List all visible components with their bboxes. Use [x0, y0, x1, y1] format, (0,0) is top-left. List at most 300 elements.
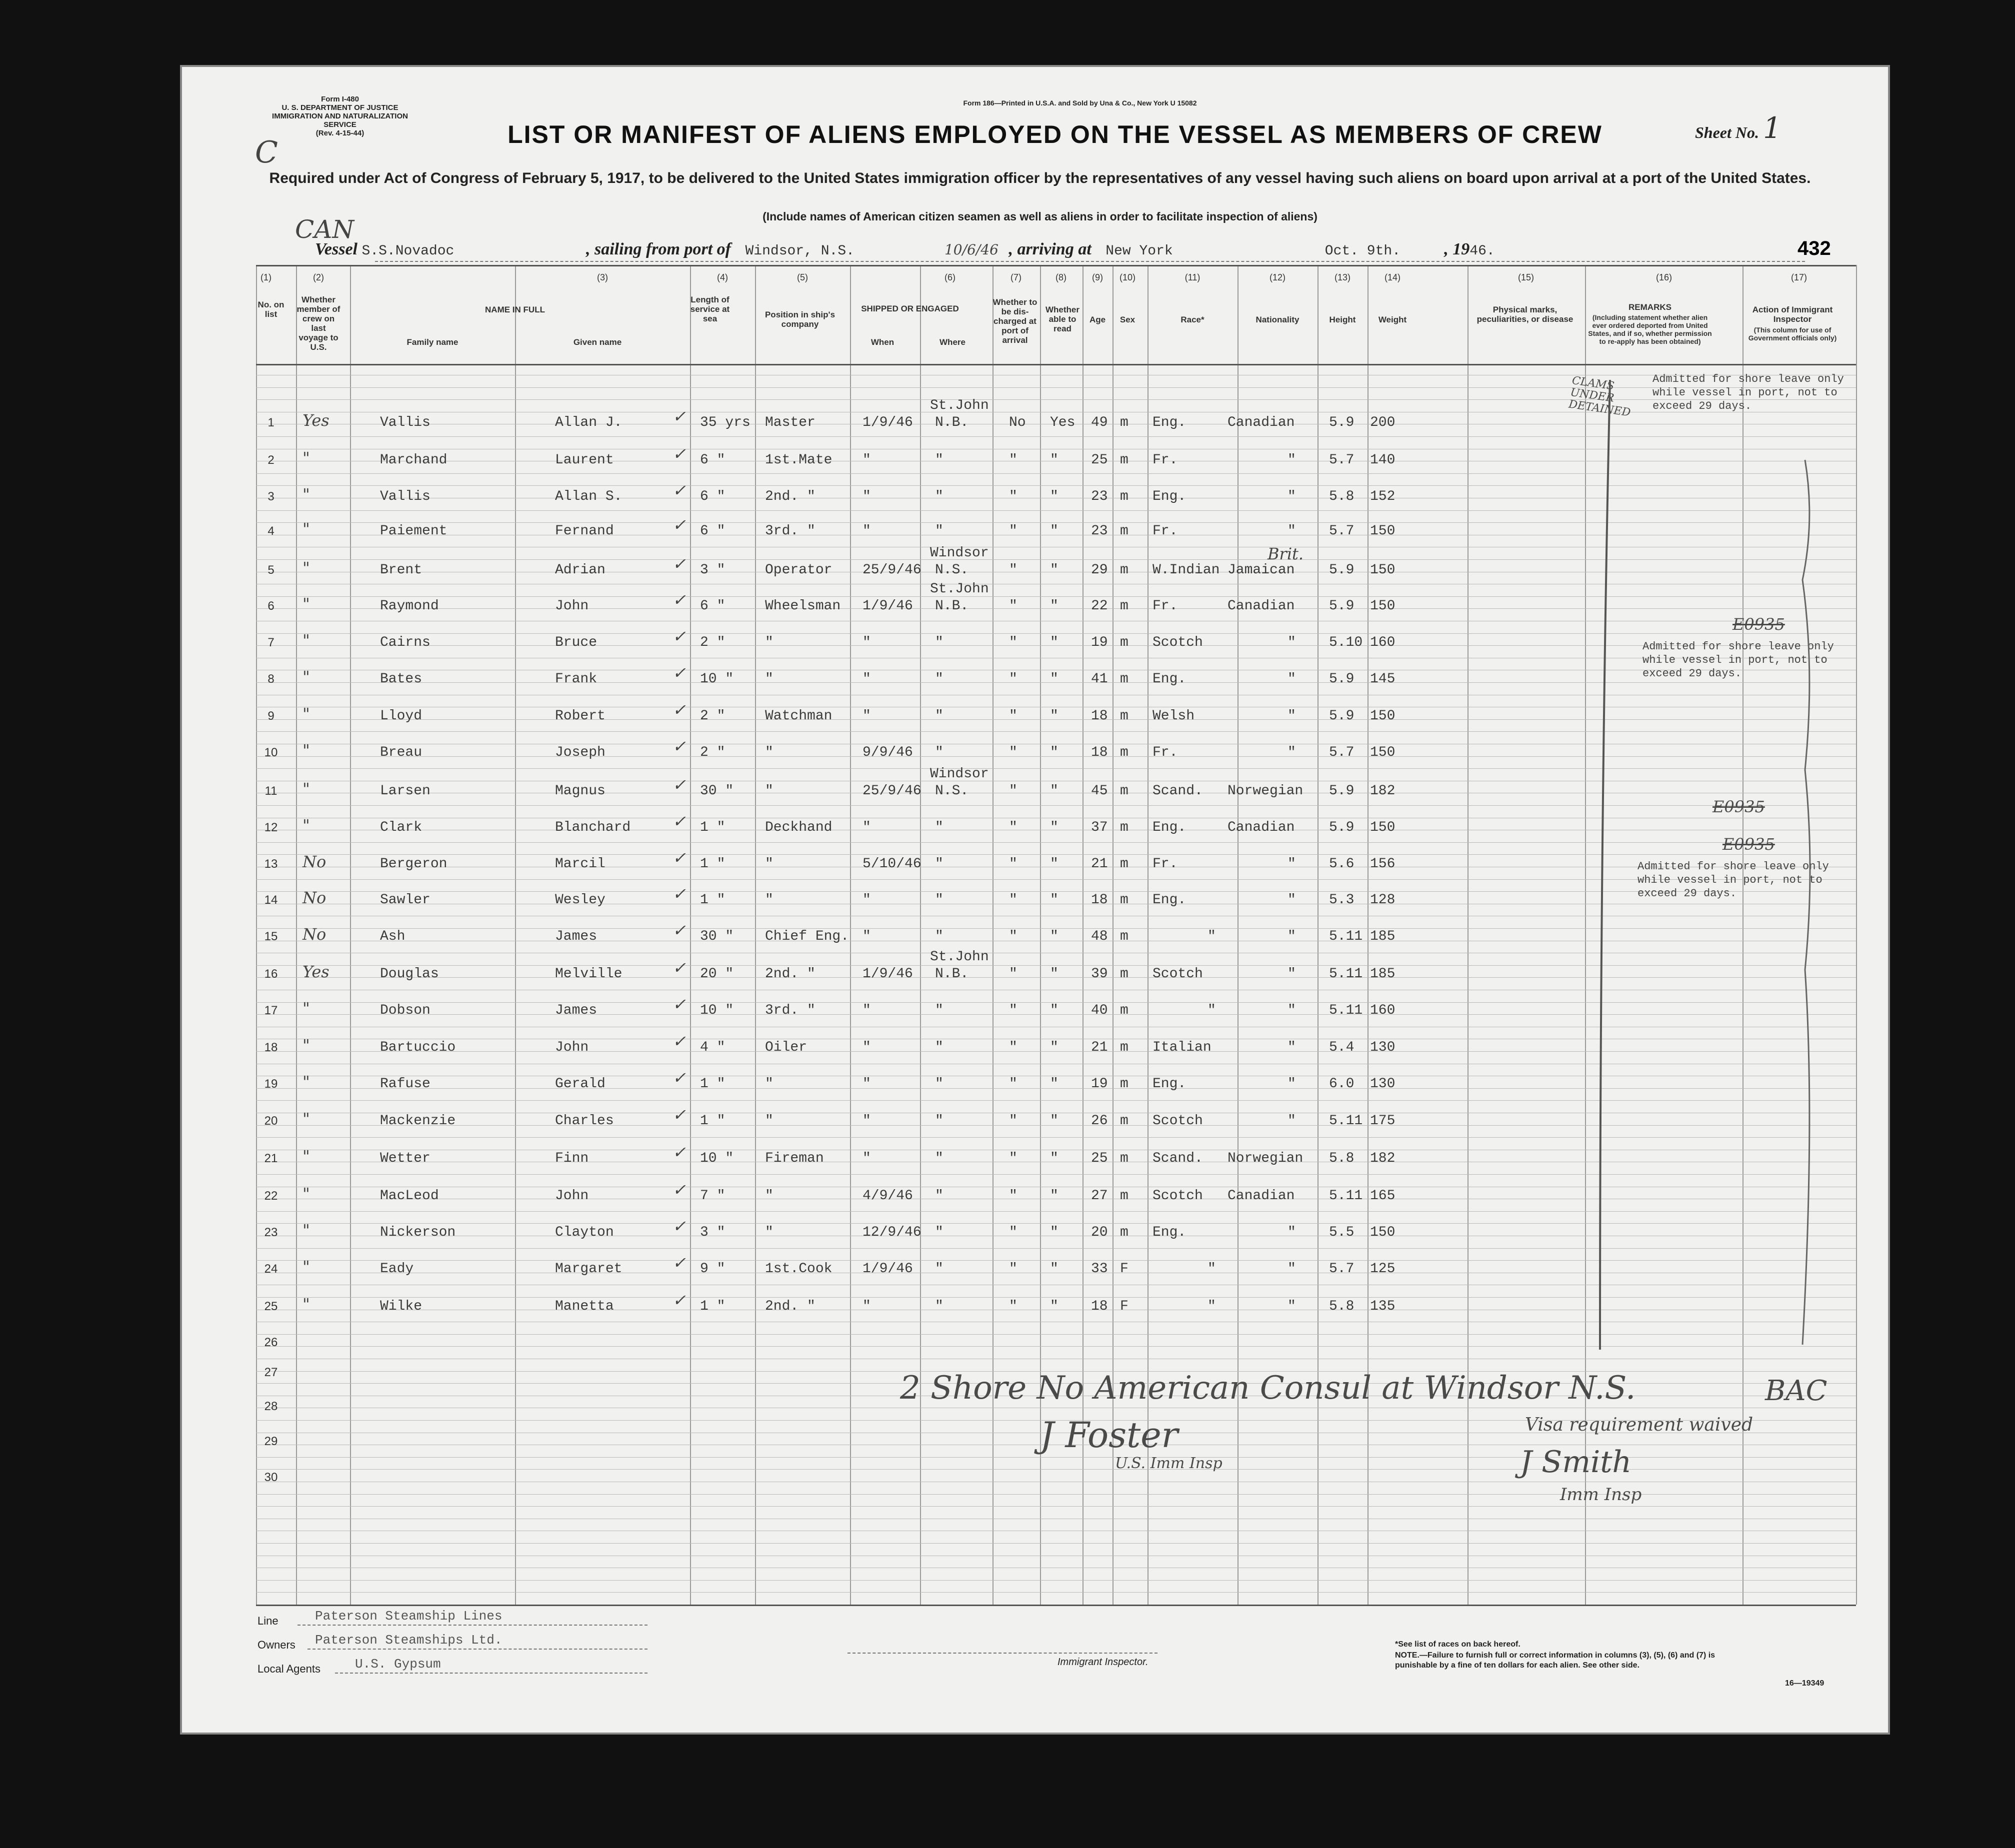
discharged: " — [1009, 671, 1018, 687]
row-number: 1 — [268, 416, 274, 429]
family-name: Rafuse — [380, 1076, 430, 1092]
age: 19 — [1091, 635, 1108, 650]
arrival-year: 46. — [1470, 243, 1495, 259]
nationality: " — [1288, 671, 1296, 687]
given-name: Joseph — [555, 745, 606, 760]
second-signature-title: Imm Insp — [1560, 1485, 1642, 1505]
column-number: (17) — [1790, 272, 1807, 282]
service-length: 1 " — [700, 892, 726, 908]
weight: 156 — [1370, 856, 1396, 872]
header-action: Action of Immigrant Inspector — [1752, 305, 1833, 324]
discharged: " — [1009, 1003, 1018, 1018]
member-flag: " — [302, 999, 310, 1018]
service-length: 30 " — [700, 929, 734, 944]
height: 5.7 — [1329, 523, 1354, 539]
check-mark: ✓ — [672, 737, 686, 756]
height: 6.0 — [1329, 1076, 1354, 1092]
struck-stamp: E0935 — [1712, 797, 1765, 816]
position: " — [765, 1188, 774, 1204]
position: 1st.Mate — [765, 452, 832, 468]
height: 5.4 — [1329, 1040, 1354, 1055]
check-mark: ✓ — [672, 700, 686, 719]
able-to-read: " — [1050, 635, 1058, 650]
column-number: (11) — [1184, 272, 1200, 282]
given-name: Melville — [555, 966, 622, 982]
discharged: " — [1009, 929, 1018, 944]
sex: m — [1120, 671, 1128, 687]
race: Scand. — [1152, 783, 1203, 799]
check-mark: ✓ — [672, 663, 686, 682]
position: " — [765, 783, 774, 799]
discharged: " — [1009, 783, 1018, 799]
service-length: 1 " — [700, 1113, 726, 1129]
member-flag: No — [302, 852, 326, 871]
height: 5.5 — [1329, 1225, 1354, 1240]
discharged: " — [1009, 745, 1018, 760]
service-length: 7 " — [700, 1188, 726, 1204]
nationality: Canadian — [1228, 1188, 1295, 1204]
shipped-where: " — [935, 489, 944, 504]
admitted-note: Admitted for shore leave only while vessel in port, not to exceed 29 days. — [1638, 860, 1829, 900]
weight: 150 — [1370, 598, 1396, 614]
line-label: Line — [258, 1615, 278, 1627]
shipped-when: " — [862, 1113, 871, 1129]
check-mark: ✓ — [672, 627, 686, 646]
sex: F — [1120, 1299, 1128, 1314]
position: " — [765, 1113, 774, 1129]
service-length: 2 " — [700, 745, 726, 760]
check-mark: ✓ — [672, 1217, 686, 1236]
sex: m — [1120, 1113, 1128, 1129]
height: 5.8 — [1329, 1151, 1354, 1166]
sex: m — [1120, 1151, 1128, 1166]
page-title: LIST OR MANIFEST OF ALIENS EMPLOYED ON THE VESSEL AS MEMBERS OF CREW — [508, 120, 1602, 148]
revision-date: (Rev. 4-15-44) — [316, 129, 364, 137]
owners-underline — [308, 1649, 648, 1650]
sex: m — [1120, 415, 1128, 430]
member-flag: " — [302, 1147, 310, 1166]
age: 45 — [1091, 783, 1108, 799]
position: Oiler — [765, 1040, 808, 1055]
check-mark: ✓ — [672, 444, 686, 463]
age: 18 — [1091, 745, 1108, 760]
nationality: " — [1288, 1003, 1296, 1018]
nationality: " — [1288, 745, 1296, 760]
service-length: 20 " — [700, 966, 734, 982]
position: Operator — [765, 562, 832, 578]
shipped-where: N.S. — [935, 783, 969, 799]
age: 23 — [1091, 523, 1108, 539]
discharged: " — [1009, 1225, 1018, 1240]
discharged: " — [1009, 966, 1018, 982]
position: " — [765, 856, 774, 872]
column-number: (9) — [1092, 272, 1103, 282]
row-number: 11 — [264, 784, 278, 798]
age: 27 — [1091, 1188, 1108, 1204]
family-name: Vallis — [380, 415, 430, 430]
shipped-when: " — [862, 1151, 871, 1166]
sex: F — [1120, 1261, 1128, 1277]
age: 25 — [1091, 1151, 1108, 1166]
column-number: (1) — [260, 272, 272, 282]
member-flag: " — [302, 1295, 310, 1314]
header-shipped: SHIPPED OR ENGAGED — [861, 304, 959, 313]
able-to-read: " — [1050, 598, 1058, 614]
header-given: Given name — [573, 337, 622, 347]
able-to-read: " — [1050, 452, 1058, 468]
position: " — [765, 745, 774, 760]
row-number: 18 — [264, 1041, 278, 1054]
shipped-where: " — [935, 671, 944, 687]
header-family: Family name — [406, 337, 458, 347]
check-mark: ✓ — [672, 921, 686, 940]
row-number: 12 — [264, 821, 278, 834]
header-nationality: Nationality — [1256, 315, 1300, 324]
race: Eng. — [1152, 489, 1186, 504]
member-flag: " — [302, 1221, 310, 1240]
column-rule — [755, 265, 756, 1605]
position: " — [765, 671, 774, 687]
discharged: " — [1009, 1076, 1018, 1092]
header-age: Age — [1089, 315, 1106, 324]
weight: 152 — [1370, 489, 1396, 504]
shipped-where-place: St.John — [930, 581, 989, 597]
discharged: " — [1009, 1188, 1018, 1204]
manifest-page — [180, 65, 1890, 1735]
ruled-line — [256, 1543, 1856, 1544]
member-flag: " — [302, 631, 310, 650]
race: Fr. — [1152, 598, 1178, 614]
column-number: (5) — [797, 272, 808, 282]
sheet-label: Sheet No. — [1695, 123, 1759, 141]
row-number: 19 — [264, 1077, 278, 1091]
service-length: 6 " — [700, 523, 726, 539]
position: Chief Eng. — [765, 929, 850, 944]
height: 5.3 — [1329, 892, 1354, 908]
check-mark: ✓ — [672, 848, 686, 867]
race: Welsh — [1152, 708, 1195, 724]
row-number: 25 — [264, 1300, 278, 1313]
row-number: 29 — [264, 1435, 278, 1448]
member-flag: " — [302, 1257, 310, 1276]
member-flag: " — [302, 1036, 310, 1055]
nationality: " — [1288, 892, 1296, 908]
given-name: Blanchard — [555, 820, 631, 835]
shipped-when: " — [862, 523, 871, 539]
discharged: " — [1009, 635, 1018, 650]
given-name: Charles — [555, 1113, 614, 1129]
shipped-where: " — [935, 1261, 944, 1277]
header-physical: Physical marks, peculiarities, or disease — [1476, 305, 1574, 324]
shipped-where: " — [935, 856, 944, 872]
family-name: Sawler — [380, 892, 430, 908]
shipped-where: " — [935, 745, 944, 760]
position: 3rd. " — [765, 1003, 816, 1018]
column-number: (6) — [944, 272, 956, 282]
service-length: 9 " — [700, 1261, 726, 1277]
nationality: " — [1288, 1261, 1296, 1277]
discharged: " — [1009, 452, 1018, 468]
age: 20 — [1091, 1225, 1108, 1240]
sex: m — [1120, 1225, 1128, 1240]
given-name: Marcil — [555, 856, 606, 872]
check-mark: ✓ — [672, 515, 686, 534]
races-note: *See list of races on back hereof. — [1395, 1640, 1520, 1649]
header-where: Where — [940, 337, 966, 347]
able-to-read: " — [1050, 671, 1058, 687]
member-flag: " — [302, 485, 310, 504]
family-name: Douglas — [380, 966, 439, 982]
weight: 130 — [1370, 1040, 1396, 1055]
sex: m — [1120, 1076, 1128, 1092]
check-mark: ✓ — [672, 1253, 686, 1272]
handwritten-c: C — [255, 135, 278, 170]
able-to-read: " — [1050, 1076, 1058, 1092]
struck-stamp: E0935 — [1722, 835, 1775, 854]
inspector-label: Immigrant Inspector. — [1058, 1657, 1148, 1668]
row-number: 8 — [268, 672, 274, 686]
row-number: 26 — [264, 1336, 278, 1349]
column-number: (16) — [1656, 272, 1672, 282]
position: Deckhand — [765, 820, 832, 835]
column-number: (13) — [1334, 272, 1350, 282]
service-length: 6 " — [700, 452, 726, 468]
check-mark: ✓ — [672, 995, 686, 1014]
shipped-where: N.B. — [935, 415, 969, 430]
shipped-when: 5/10/46 — [862, 856, 922, 872]
able-to-read: " — [1050, 708, 1058, 724]
height: 5.6 — [1329, 856, 1354, 872]
member-flag: No — [302, 888, 326, 907]
age: 23 — [1091, 489, 1108, 504]
row-number: 28 — [264, 1400, 278, 1413]
nationality: " — [1288, 1113, 1296, 1129]
owners-value: Paterson Steamships Ltd. — [315, 1633, 502, 1648]
member-flag: " — [302, 779, 310, 798]
service-length: 3 " — [700, 1225, 726, 1240]
shipped-when: " — [862, 489, 871, 504]
family-name: Cairns — [380, 635, 430, 650]
row-number: 4 — [268, 524, 274, 538]
table-bottom-rule — [256, 1605, 1856, 1606]
discharged: " — [1009, 856, 1018, 872]
vessel-underline — [375, 261, 1805, 262]
position: Watchman — [765, 708, 832, 724]
shipped-where: " — [935, 1003, 944, 1018]
shipped-when: " — [862, 708, 871, 724]
member-flag: No — [302, 925, 326, 944]
shipped-where: " — [935, 1299, 944, 1314]
weight: 128 — [1370, 892, 1396, 908]
shipped-where: " — [935, 1225, 944, 1240]
check-mark: ✓ — [672, 554, 686, 573]
weight: 185 — [1370, 966, 1396, 982]
given-name: Laurent — [555, 452, 614, 468]
inspector-title: U.S. Imm Insp — [1115, 1455, 1222, 1472]
age: 41 — [1091, 671, 1108, 687]
able-to-read: " — [1050, 856, 1058, 872]
check-mark: ✓ — [672, 775, 686, 794]
given-name: Adrian — [555, 562, 606, 578]
serial-number: 432 — [1798, 237, 1831, 259]
header-rule — [256, 364, 1856, 365]
family-name: Bates — [380, 671, 422, 687]
shipped-where: N.B. — [935, 598, 969, 614]
header-remarks: REMARKS — [1628, 302, 1672, 312]
header-remarks-sub: (Including statement whether alien ever ordered deported from United States, and if so, whether permission to re-apply has been obtained) — [1588, 313, 1712, 345]
family-name: Wilke — [380, 1299, 422, 1314]
header-height: Height — [1329, 315, 1356, 324]
nationality: Canadian — [1228, 415, 1295, 430]
discharged: " — [1009, 1261, 1018, 1277]
sex: m — [1120, 1040, 1128, 1055]
check-mark: ✓ — [672, 1143, 686, 1162]
handwritten-consul-note: 2 Shore No American Consul at Windsor N.S. — [900, 1370, 1636, 1407]
able-to-read: " — [1050, 562, 1058, 578]
family-name: Larsen — [380, 783, 430, 799]
shipped-when: 25/9/46 — [862, 783, 922, 799]
family-name: Clark — [380, 820, 422, 835]
weight: 135 — [1370, 1299, 1396, 1314]
discharged: " — [1009, 1040, 1018, 1055]
member-flag: " — [302, 816, 310, 835]
column-rule — [296, 265, 297, 1605]
shipped-when: " — [862, 452, 871, 468]
service-length: 1 " — [700, 1076, 726, 1092]
race: Fr. — [1152, 523, 1178, 539]
nationality: " — [1288, 929, 1296, 944]
weight: 185 — [1370, 929, 1396, 944]
member-flag: " — [302, 667, 310, 686]
sex: m — [1120, 1003, 1128, 1018]
shipped-when: " — [862, 1076, 871, 1092]
shipped-where: " — [935, 1188, 944, 1204]
family-name: MacLeod — [380, 1188, 439, 1204]
row-number: 23 — [264, 1226, 278, 1239]
ruled-line — [256, 1592, 1856, 1593]
race: Eng. — [1152, 415, 1186, 430]
race: Eng. — [1152, 820, 1186, 835]
age: 19 — [1091, 1076, 1108, 1092]
age: 18 — [1091, 1299, 1108, 1314]
row-number: 13 — [264, 857, 278, 871]
initials: BAC — [1765, 1375, 1828, 1407]
line-value: Paterson Steamship Lines — [315, 1609, 502, 1624]
sailing-port: Windsor, N.S. — [745, 243, 854, 259]
shipped-where: " — [935, 523, 944, 539]
able-to-read: " — [1050, 1113, 1058, 1129]
service-length: 10 " — [700, 1003, 734, 1018]
line-underline — [298, 1625, 648, 1626]
column-number: (7) — [1010, 272, 1022, 282]
nationality: Norwegian — [1228, 783, 1304, 799]
service-length: 4 " — [700, 1040, 726, 1055]
sex: m — [1120, 708, 1128, 724]
able-to-read: Yes — [1050, 415, 1076, 430]
service-name: IMMIGRATION AND NATURALIZATION SERVICE — [272, 112, 408, 129]
service-length: 1 " — [700, 1299, 726, 1314]
agents-underline — [335, 1673, 648, 1674]
given-name: Wesley — [555, 892, 606, 908]
bracket-lines — [1580, 370, 1840, 1370]
column-rule — [515, 265, 516, 1605]
nationality: " — [1288, 1299, 1296, 1314]
able-to-read: " — [1050, 783, 1058, 799]
shipped-when: 25/9/46 — [862, 562, 922, 578]
department-name: U. S. DEPARTMENT OF JUSTICE — [282, 103, 398, 112]
shipped-when: 12/9/46 — [862, 1225, 922, 1240]
family-name: Dobson — [380, 1003, 430, 1018]
header-length: Length of service at sea — [690, 295, 730, 323]
column-number: (4) — [717, 272, 728, 282]
check-mark: ✓ — [672, 1180, 686, 1199]
position: Master — [765, 415, 816, 430]
age: 39 — [1091, 966, 1108, 982]
position: Wheelsman — [765, 598, 841, 614]
position: Fireman — [765, 1151, 824, 1166]
race: Scotch — [1152, 1188, 1203, 1204]
race: Fr. — [1152, 745, 1178, 760]
discharged: " — [1009, 708, 1018, 724]
age: 49 — [1091, 415, 1108, 430]
position: " — [765, 1076, 774, 1092]
year-prefix: , 19 — [1444, 240, 1470, 258]
height: 5.8 — [1329, 1299, 1354, 1314]
member-flag: " — [302, 741, 310, 760]
nationality: " — [1288, 452, 1296, 468]
weight: 150 — [1370, 1225, 1396, 1240]
check-mark: ✓ — [672, 1032, 686, 1051]
discharged: " — [1009, 598, 1018, 614]
vessel-label: Vessel — [315, 240, 358, 258]
nationality: " — [1288, 708, 1296, 724]
check-mark: ✓ — [672, 1291, 686, 1310]
weight: 150 — [1370, 562, 1396, 578]
shipped-when: " — [862, 1003, 871, 1018]
service-length: 6 " — [700, 489, 726, 504]
able-to-read: " — [1050, 1003, 1058, 1018]
column-number: (14) — [1384, 272, 1400, 282]
age: 48 — [1091, 929, 1108, 944]
nationality: " — [1288, 489, 1296, 504]
row-number: 15 — [264, 930, 278, 943]
nationality: " — [1288, 856, 1296, 872]
family-name: Paiement — [380, 523, 448, 539]
given-name: Finn — [555, 1151, 589, 1166]
height: 5.7 — [1329, 745, 1354, 760]
family-name: Lloyd — [380, 708, 422, 724]
race: Eng. — [1152, 892, 1186, 908]
service-length: 2 " — [700, 635, 726, 650]
shipped-where-place: Windsor — [930, 766, 989, 782]
service-length: 2 " — [700, 708, 726, 724]
shipped-when: " — [862, 635, 871, 650]
shipped-when: 1/9/46 — [862, 598, 913, 614]
race: Scotch — [1152, 635, 1203, 650]
discharged: " — [1009, 1299, 1018, 1314]
row-number: 21 — [264, 1152, 278, 1165]
height: 5.11 — [1329, 1003, 1363, 1018]
row-number: 7 — [268, 636, 274, 649]
given-name: John — [555, 598, 589, 614]
able-to-read: " — [1050, 745, 1058, 760]
able-to-read: " — [1050, 820, 1058, 835]
service-length: 10 " — [700, 671, 734, 687]
shipped-where: N.S. — [935, 562, 969, 578]
requirement-text: Required under Act of Congress of February 5, 1917, to be delivered to the United States immigration officer by the representatives of any vessel having such aliens on board upon arrival at a port of the United States. — [269, 170, 1811, 186]
sheet-value: 1 — [1763, 111, 1782, 145]
struck-stamp: E0935 — [1732, 615, 1785, 634]
